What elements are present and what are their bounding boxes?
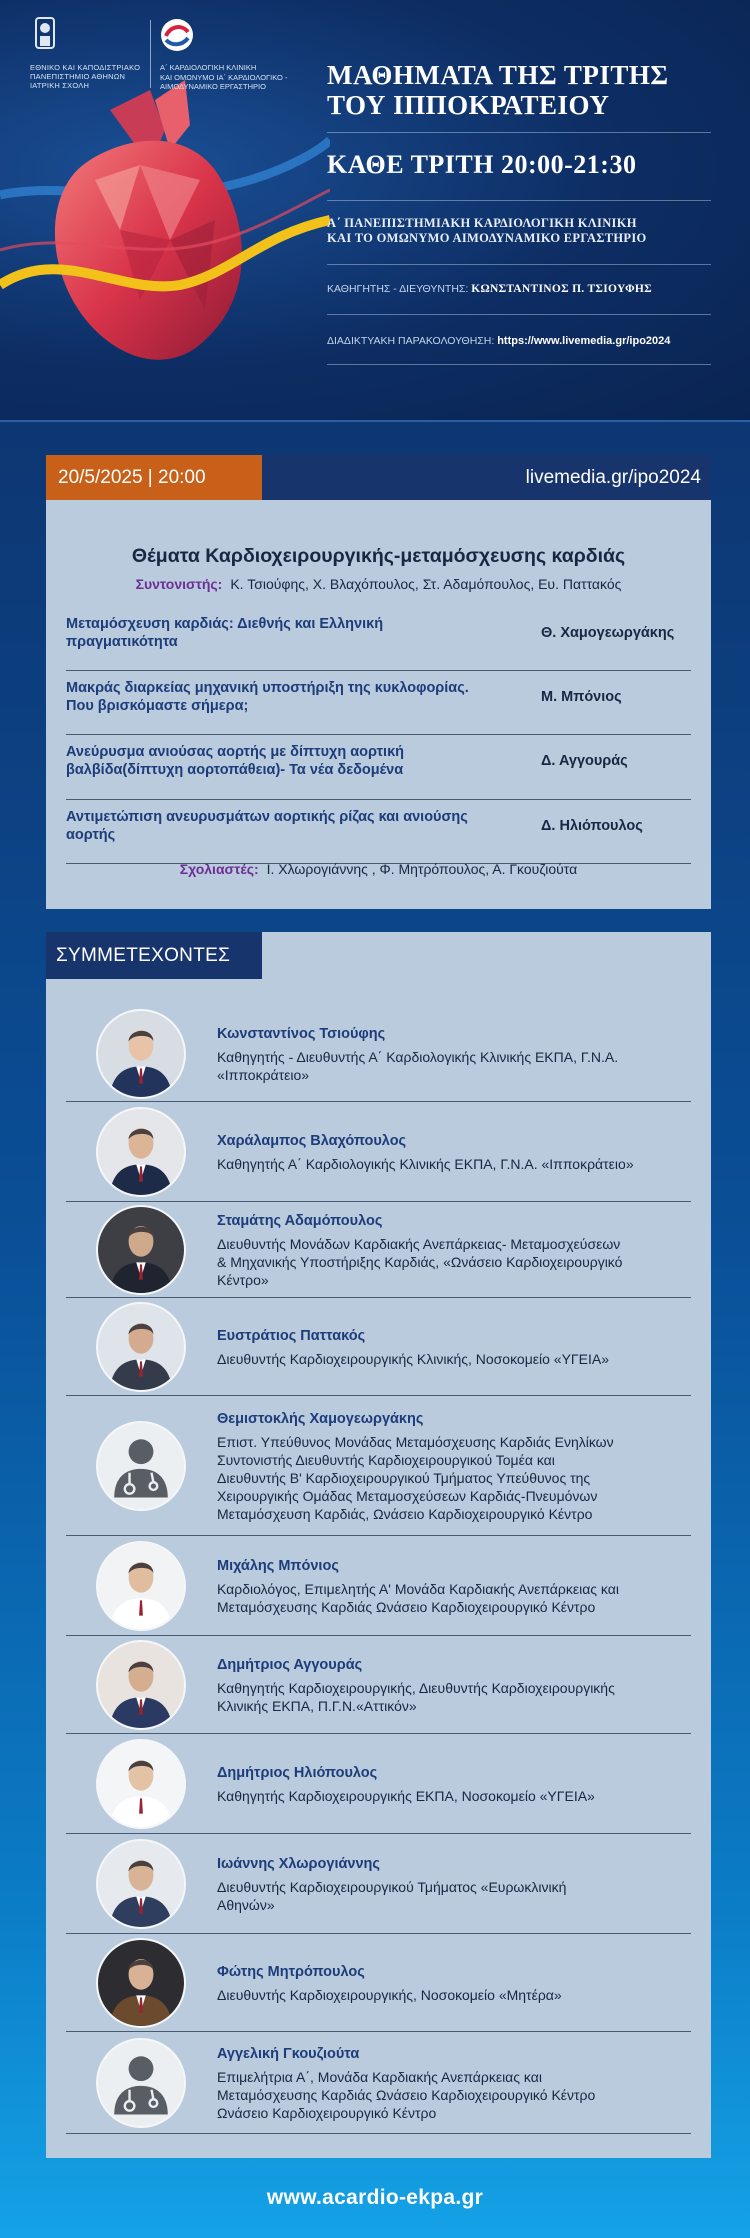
- participant-role-line: Μεταμόσχευσης Καρδιάς Ωνάσειο Καρδιοχειρουργικό Κέντρο: [217, 2087, 596, 2103]
- participant-role-line: Επιμελήτρια Α΄, Μονάδα Καρδιακής Ανεπάρκειας και: [217, 2069, 542, 2085]
- clinic-logo-text-line: Α΄ ΚΑΡΔΙΟΛΟΓΙΚΗ ΚΛΙΝΙΚΗ: [160, 63, 257, 72]
- commentators-names: Ι. Χλωρογιάννης , Φ. Μητρόπουλος, Α. Γκουζιούτα: [266, 861, 578, 877]
- participant-row: [66, 1396, 691, 1536]
- participant-photo: [96, 1839, 186, 1929]
- participant-photo: [96, 1938, 186, 2028]
- live-stream-line: [327, 335, 727, 347]
- participant-name: Αγγελική Γκουζιούτα: [217, 2046, 360, 2062]
- series-title-line2: ΤΟΥ ΙΠΠΟΚΡΑΤΕΙΟΥ: [327, 90, 610, 120]
- participant-row: [66, 1202, 691, 1298]
- participant-role: [217, 1048, 687, 1084]
- participant-name: Χαράλαμπος Βλαχόπουλος: [217, 1133, 407, 1149]
- footer-website-link[interactable]: www.acardio-ekpa.gr: [266, 2186, 484, 2209]
- university-text-line: ΕΘΝΙΚΟ ΚΑΙ ΚΑΠΟΔΙΣΤΡΙΑΚΟ: [30, 63, 141, 72]
- participant-role-line: Καρδιολόγος, Επιμελητής Α' Μονάδα Καρδιακής Ανεπάρκειας και: [217, 1581, 619, 1597]
- participant-name: Μιχάλης Μπόνιος: [217, 1558, 339, 1574]
- participant-photo: [96, 1107, 186, 1197]
- header-divider: [327, 314, 711, 315]
- participant-row: [66, 1834, 691, 1934]
- participant-photo: [96, 1205, 186, 1295]
- participant-photo: [96, 1640, 186, 1730]
- participant-role-line: Συντονιστής Διευθυντής Καρδιοχειρουργικού Τομέα και: [217, 1452, 555, 1468]
- coordinators-label: Συντονιστής:: [135, 576, 223, 592]
- participant-role-line: Καθηγητής Καρδιοχειρουργικής ΕΚΠΑ, Νοσοκομείο «ΥΓΕΙΑ»: [217, 1788, 595, 1804]
- participant-role-line: Χειρουργικής Ομάδας Μεταμοσχεύσεων Καρδιάς-Πνευμόνων: [217, 1488, 598, 1504]
- talk-title: [66, 808, 506, 844]
- series-title: [327, 60, 727, 120]
- participant-role-line: Κέντρο»: [217, 1272, 269, 1288]
- university-text-line: ΠΑΝΕΠΙΣΤΗΜΙΟ ΑΘΗΝΩΝ: [30, 72, 126, 81]
- participant-row: [66, 2032, 691, 2134]
- participant-name: Δημήτριος Αγγουράς: [217, 1657, 363, 1673]
- participant-role-line: Διευθυντής Καρδιοχειρουργικής, Νοσοκομείο «Μητέρα»: [217, 1987, 562, 2003]
- participant-row: [66, 1536, 691, 1636]
- participant-photo: [96, 1009, 186, 1099]
- doctor-placeholder-icon: [96, 2038, 186, 2128]
- participant-row: [66, 1636, 691, 1734]
- commentators-label: Σχολιαστές:: [179, 861, 259, 877]
- participant-role: [217, 1235, 687, 1289]
- talk-row: [66, 743, 691, 800]
- participant-role-line: Μεταμόσχευσης Καρδιάς Ωνάσειο Καρδιοχειρουργικό Κέντρο: [217, 1599, 596, 1615]
- clinic-name-line2: ΚΑΙ ΤΟ ΟΜΩΝΥΜΟ ΑΙΜΟΔΥΝΑΜΙΚΟ ΕΡΓΑΣΤΗΡΙΟ: [327, 231, 647, 245]
- header-divider: [327, 364, 711, 365]
- clinic-logo-text-line: ΑΙΜΟΔΥΝΑΜΙΚΟ ΕΡΓΑΣΤΗΡΙΟ: [160, 82, 266, 91]
- participant-role-line: Ωνάσειο Καρδιοχειρουργικό Κέντρο: [217, 2105, 437, 2121]
- talk-speaker: Μ. Μπόνιος: [541, 689, 622, 705]
- director-label: ΚΑΘΗΓΗΤΗΣ - ΔΙΕΥΘΥΝΤΗΣ:: [327, 283, 469, 295]
- participant-name: Δημήτριος Ηλιόπουλος: [217, 1765, 378, 1781]
- participants-heading: ΣΥΜΜΕΤΕΧΟΝΤΕΣ: [46, 932, 262, 979]
- participant-photo: [96, 1541, 186, 1631]
- participant-role-line: Καθηγητής Α΄ Καρδιολογικής Κλινικής ΕΚΠΑ, Γ.Ν.Α. «Ιπποκράτειο»: [217, 1156, 634, 1172]
- participant-role-line: Κλινικής ΕΚΠΑ, Π.Γ.Ν.«Αττικόν»: [217, 1698, 417, 1714]
- cardiology-clinic-logo: [160, 18, 300, 92]
- clinic-name-line1: Α΄ ΠΑΝΕΠΙΣΤΗΜΙΑΚΗ ΚΑΡΔΙΟΛΟΓΙΚΗ ΚΛΙΝΙΚΗ: [327, 216, 637, 230]
- coordinators-names: Κ. Τσιούφης, Χ. Βλαχόπουλος, Στ. Αδαμόπουλος, Ευ. Παττακός: [230, 576, 622, 592]
- talk-speaker: Δ. Αγγουράς: [541, 753, 628, 769]
- participant-role-line: Καθηγητής Καρδιοχειρουργικής, Διευθυντής Καρδιοχειρουργικής: [217, 1680, 615, 1696]
- talk-title: [66, 615, 506, 651]
- header-bottom-line: [0, 420, 750, 422]
- header-divider: [327, 132, 711, 133]
- participant-role: [217, 1350, 687, 1368]
- participant-photo: [96, 1739, 186, 1829]
- series-title-line1: ΜΑΘΗΜΑΤΑ ΤΗΣ ΤΡΙΤΗΣ: [327, 60, 669, 90]
- participant-name: Φώτης Μητρόπουλος: [217, 1964, 365, 1980]
- commentators-line: [46, 861, 711, 877]
- talk-title-line: βαλβίδα(δίπτυχη αορτοπάθεια)- Τα νέα δεδομένα: [66, 762, 404, 778]
- participant-row: [66, 1298, 691, 1396]
- participant-role-line: & Μηχανικής Υποστήριξης Καρδιάς, «Ωνάσειο Καρδιοχειρουργικό: [217, 1254, 623, 1270]
- participant-role: [217, 1433, 687, 1523]
- university-logo: [30, 16, 150, 90]
- participant-role-line: Διευθυντής Μονάδων Καρδιακής Ανεπάρκειας- Μεταμοσχεύσεων: [217, 1236, 621, 1252]
- talk-title: [66, 679, 506, 715]
- participant-row: [66, 1102, 691, 1202]
- participant-role-line: Καθηγητής - Διευθυντής Α΄ Καρδιολογικής Κλινικής ΕΚΠΑ, Γ.Ν.Α.: [217, 1049, 619, 1065]
- talk-row: [66, 679, 691, 735]
- live-stream-link[interactable]: https://www.livemedia.gr/ipo2024: [497, 335, 671, 347]
- talk-row: [66, 808, 691, 864]
- talk-title: [66, 743, 506, 779]
- participant-role: [217, 1878, 687, 1914]
- heart-illustration: [0, 70, 330, 420]
- header-divider: [327, 200, 711, 201]
- participant-role: [217, 1787, 687, 1805]
- participant-role: [217, 2068, 687, 2122]
- university-text-line: ΙΑΤΡΙΚΗ ΣΧΟΛΗ: [30, 81, 90, 90]
- participant-name: Ευστράτιος Παττακός: [217, 1328, 366, 1344]
- participant-role-line: Μεταμόσχευση Καρδιάς, Ωνάσειο Καρδιοχειρουργικό Κέντρο: [217, 1506, 593, 1522]
- schedule-text: ΚΑΘΕ ΤΡΙΤΗ 20:00-21:30: [327, 150, 637, 179]
- participant-row: [66, 1934, 691, 2032]
- talk-title-line: Ανεύρυσμα ανιούσας αορτής με δίπτυχη αορτική: [66, 744, 405, 760]
- talk-title-line: αορτής: [66, 827, 116, 843]
- participant-role: [217, 1155, 687, 1173]
- participant-photo: [96, 1302, 186, 1392]
- participant-role: [217, 1986, 687, 2004]
- participant-role: [217, 1580, 687, 1616]
- participant-role-line: «Ιπποκράτειο»: [217, 1067, 310, 1083]
- participant-row: [66, 1734, 691, 1834]
- talk-title-line: Αντιμετώπιση ανευρυσμάτων αορτικής ρίζας και ανιούσης: [66, 809, 468, 825]
- coordinators-line: [46, 576, 711, 592]
- talk-speaker: Δ. Ηλιόπουλος: [541, 818, 643, 834]
- live-stream-label: ΔΙΑΔΙΚΤΥΑΚΗ ΠΑΡΑΚΟΛΟΥΘΗΣΗ:: [327, 335, 495, 347]
- session-stream-link[interactable]: livemedia.gr/ipo2024: [525, 467, 701, 488]
- director-line: [327, 283, 727, 295]
- talk-speaker: Θ. Χαμογεωργάκης: [541, 625, 675, 641]
- university-crest-icon: [32, 16, 58, 54]
- participant-role: [217, 1679, 687, 1715]
- cardiology-clinic-logo-icon: [160, 18, 194, 52]
- director-name: ΚΩΝΣΤΑΝΤΙΝΟΣ Π. ΤΣΙΟΥΦΗΣ: [471, 283, 652, 295]
- talk-title-line: Που βρισκόμαστε σήμερα;: [66, 698, 249, 714]
- session-date-badge: 20/5/2025 | 20:00: [46, 455, 262, 500]
- talk-title-line: Μεταμόσχευση καρδιάς: Διεθνής και Ελληνική: [66, 616, 384, 632]
- doctor-placeholder-icon: [96, 1421, 186, 1511]
- session-title: Θέματα Καρδιοχειρουργικής-μεταμόσχευσης καρδιάς: [131, 545, 626, 567]
- header-banner: [0, 0, 750, 422]
- header-divider: [327, 264, 711, 265]
- participant-role-line: Διευθυντής Καρδιοχειρουργικής Κλινικής, Νοσοκομείο «ΥΓΕΙΑ»: [217, 1351, 609, 1367]
- participant-name: Σταμάτης Αδαμόπουλος: [217, 1213, 383, 1229]
- talk-title-line: πραγματικότητα: [66, 634, 178, 650]
- talk-title-line: Μακράς διαρκείας μηχανική υποστήριξη της κυκλοφορίας.: [66, 680, 469, 696]
- participant-role-line: Επιστ. Υπεύθυνος Μονάδας Μεταμόσχευσης Καρδιάς Ενηλίκων: [217, 1434, 614, 1450]
- participant-role-line: Αθηνών»: [217, 1897, 275, 1913]
- participants-card: [46, 932, 711, 2158]
- participant-row: [66, 1006, 691, 1102]
- clinic-logo-text-line: ΚΑΙ ΟΜΩΝΥΜΟ ΙΑ΄ ΚΑΡΔΙΟΛΟΓΙΚΟ -: [160, 72, 288, 82]
- talk-row: [66, 615, 691, 671]
- participant-role-line: Διευθυντής Καρδιοχειρουργικού Τμήματος «Ευρωκλινική: [217, 1879, 567, 1895]
- participant-name: Ιωάννης Χλωρογιάννης: [217, 1856, 380, 1872]
- logo-divider: [150, 20, 151, 88]
- program-card: [46, 455, 711, 909]
- participant-role-line: Διευθυντής Β' Καρδιοχειρουργικού Τμήματος Υπεύθυνος της: [217, 1470, 591, 1486]
- participant-name: Κωνσταντίνος Τσιούφης: [217, 1026, 386, 1042]
- clinic-name: [327, 216, 727, 246]
- participant-name: Θεμιστοκλής Χαμογεωργάκης: [217, 1411, 424, 1427]
